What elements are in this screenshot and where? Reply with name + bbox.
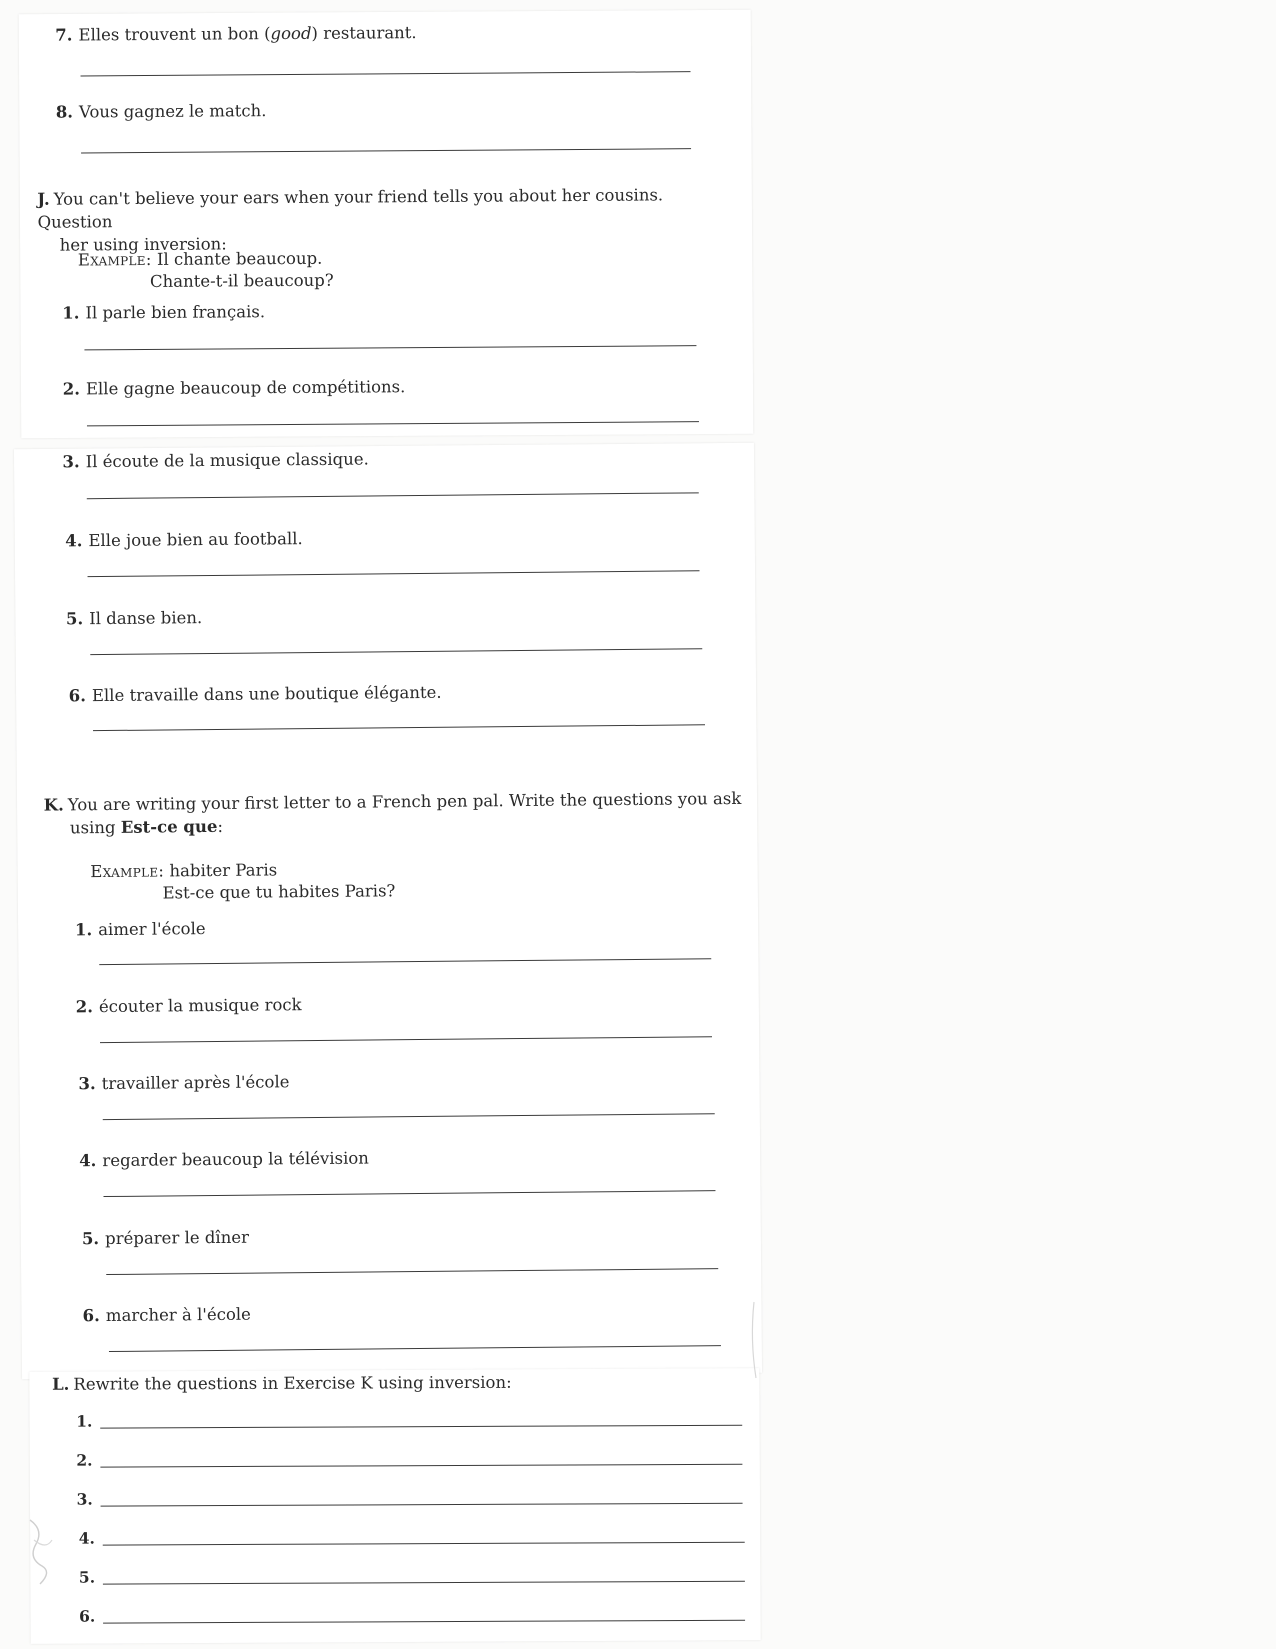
item-text: aimer l'école <box>98 919 206 940</box>
item-text: Elle gagne beaucoup de compétitions. <box>85 377 406 399</box>
answer-line-l1[interactable] <box>100 1425 742 1429</box>
scan-smudge-icon <box>22 1510 62 1590</box>
item-number: 1. <box>74 920 93 940</box>
section-letter: L. <box>51 1374 70 1394</box>
item-number: 7. <box>55 25 73 45</box>
example-label: Example: <box>77 249 152 270</box>
item-number: 8. <box>55 102 74 122</box>
instruction-text: : <box>217 816 224 836</box>
item-number: 3. <box>62 452 80 472</box>
section-l-number-3: 3. <box>76 1489 93 1509</box>
example-answer: Chante-t-il beaucoup? <box>149 270 334 291</box>
item-text-italic: good <box>270 23 312 44</box>
instruction-text: You are writing your first letter to a French pen pal. Write the questions you ask <box>67 788 742 815</box>
item-number: 3. <box>78 1074 96 1094</box>
example-answer: Est-ce que tu habites Paris? <box>162 881 396 903</box>
instruction-text: Rewrite the questions in Exercise K using inversion: <box>73 1372 512 1394</box>
item-text: Elle joue bien au football. <box>88 529 303 551</box>
item-number: 6. <box>68 686 87 706</box>
section-l-number-1: 1. <box>76 1411 93 1431</box>
item-number: 2. <box>62 379 81 399</box>
answer-line-l6[interactable] <box>103 1620 745 1624</box>
paper-edge-mark-icon <box>744 1300 764 1380</box>
instruction-bold-text: Est-ce que <box>120 816 218 837</box>
section-l-number-6: 6. <box>79 1606 96 1626</box>
item-text: marcher à l'école <box>105 1304 251 1326</box>
answer-line-l3[interactable] <box>101 1503 743 1507</box>
section-l-number-2: 2. <box>76 1450 93 1470</box>
item-text: préparer le dîner <box>105 1227 250 1249</box>
item-number: 5. <box>81 1229 100 1249</box>
item-number: 2. <box>75 997 93 1017</box>
item-number: 6. <box>82 1306 100 1326</box>
instruction-text: her using inversion: <box>59 234 227 255</box>
item-number: 1. <box>62 303 80 323</box>
answer-line-l5[interactable] <box>103 1581 745 1585</box>
example-label: Example: <box>90 861 165 882</box>
item-text: Il écoute de la musique classique. <box>85 449 369 472</box>
section-l-instruction <box>52 1370 752 1396</box>
instruction-text: using <box>69 817 121 838</box>
item-text: Il danse bien. <box>89 608 203 629</box>
item-text: travailler après l'école <box>101 1072 290 1094</box>
item-number: 5. <box>65 609 84 629</box>
item-number: 4. <box>79 1151 97 1171</box>
item-text: écouter la musique rock <box>98 995 302 1017</box>
section-l-number-5: 5. <box>78 1567 96 1587</box>
item-text: Elles trouvent un bon ( <box>78 24 271 45</box>
item-number: 4. <box>65 531 83 551</box>
instruction-text: You can't believe your ears when your friend tells you about her cousins. Question <box>37 185 664 232</box>
answer-line-l2[interactable] <box>100 1464 742 1468</box>
item-text: Vous gagnez le match. <box>78 101 267 122</box>
example-prompt: habiter Paris <box>169 860 278 881</box>
item-text: ) restaurant. <box>311 23 417 43</box>
item-text: Elle travaille dans une boutique élégante. <box>91 682 442 706</box>
item-text: regarder beaucoup la télévision <box>102 1148 369 1171</box>
section-l-number-4: 4. <box>78 1528 95 1548</box>
item-text: Il parle bien français. <box>85 302 266 323</box>
answer-line-l4[interactable] <box>103 1542 745 1546</box>
example-prompt: Il chante beaucoup. <box>156 248 323 269</box>
section-letter: J. <box>37 189 50 209</box>
section-letter: K. <box>43 795 64 815</box>
